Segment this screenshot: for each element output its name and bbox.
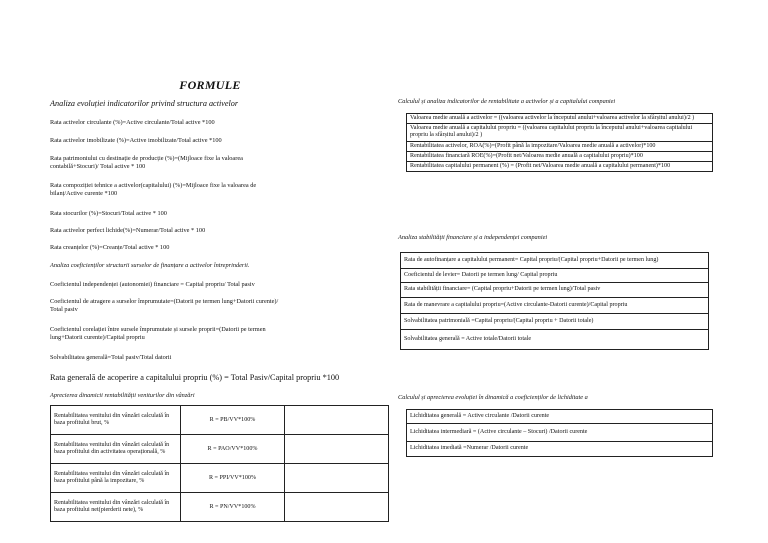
row-formula: R = PB/VV*100% — [181, 406, 285, 435]
profitability-row: Rentabilitatea activelor, ROA(%)=(Profit până la impozitare/Valoarea medie anuală a activelor)*100 — [407, 142, 712, 152]
coefficient-item: Solvabilitatea generală=Total pasiv/Total datorii — [50, 354, 172, 361]
empty-cell — [285, 464, 389, 493]
row-label: Rentabilitatea venitului din vânzări calculată în baza profitului din activitatea operațională, % — [51, 435, 181, 464]
formula-item: Rata activelor imobilizate (%)=Active imobilizate/Total active *100 — [50, 137, 222, 144]
structure-heading: Analiza evoluției indicatorilor privind structura activelor — [50, 99, 239, 108]
row-formula: R = PPI/VV*100% — [181, 464, 285, 493]
profitability-row: Rentabilitatea financiară ROE(%)=(Profit net/Valoarea medie anuală a capitalului propriu)*100 — [407, 152, 712, 162]
dynamics-heading: Aprecierea dinamicii rentabilității veniturilor din vânzări — [50, 392, 195, 399]
stability-box — [400, 252, 709, 350]
stability-row: Solvabilitatea generală = Active totale/Datorii totale — [404, 336, 532, 343]
page-title: FORMULE — [179, 78, 241, 92]
formula-item: Rata compoziției tehnice a activelor(capitalului) (%)=Mijloace fixe la valoarea de bilanț/Active curente *100 — [50, 182, 257, 197]
profitability-row: Valoarea medie anuală a capitalului propriu = ((valoarea capitalului propriu la începutul anului+valoarea capitalului propriu la sfârșitul anului)/2 ) — [407, 124, 712, 141]
empty-cell — [285, 406, 389, 435]
stability-row: Rata de autofinanțare a capitalului permanent= Capital propriu/(Capital propriu+Datorii pe termen lung) — [401, 253, 708, 269]
profitability-heading: Calculul și analiza indicatorilor de rentabilitate a activelor și a capitalului companiei — [398, 98, 616, 105]
dynamics-table — [50, 405, 389, 522]
empty-cell — [285, 435, 389, 464]
row-label: Rentabilitatea venitului din vânzări calculată în baza profitului până la impozitare, % — [51, 464, 181, 493]
stability-row: Rata stabilității financiare= (Capital propriu+Datorii pe termen lung)/Total pasiv — [401, 283, 708, 297]
stability-heading: Analiza stabilității financiare și a independenței companiei — [398, 234, 548, 241]
liquidity-row: Lichiditatea intermediară = (Active circulante – Stocuri) /Datorii curente — [407, 424, 712, 442]
formula-item: Rata activelor perfect lichide(%)=Numerar/Total active * 100 — [50, 227, 206, 234]
formula-item: Rata stocurilor (%)=Stocuri/Total active * 100 — [50, 210, 167, 217]
liquidity-heading: Calculul și aprecierea evoluției în dinamică a coeficienților de lichiditate a — [398, 394, 588, 401]
table-row — [51, 406, 389, 435]
profitability-box — [406, 113, 713, 172]
row-formula: R = PAO/VV*100% — [181, 435, 285, 464]
coefficient-item: Coeficientul corelației între sursele împrumutate și sursele proprii=(Datorii pe termen lung+Datorii curente)/Capital propriu — [50, 326, 266, 341]
profitability-row: Rentabilitatea capitalului permanent (%) = (Profit net/Valoarea medie anuală a capitalului permanent)*100 — [410, 163, 671, 170]
row-label: Rentabilitatea venitului din vânzări calculată în baza profitului brut, % — [51, 406, 181, 435]
formula-item: Rata creanțelor (%)=Creanțe/Total active * 100 — [50, 244, 170, 251]
formula-item: Rata patrimoniului cu destinație de producție (%)=(Mijloace fixe la valoarea contabilă+Stocuri)/ Total active * 100 — [50, 155, 243, 170]
coefficient-item: Coeficientul de atragere a surselor împrumutate=(Datorii pe termen lung+Datorii curente)/ Total pasiv — [50, 298, 279, 313]
coefficient-item: Coeficientul independenței (autonomiei) financiare = Capital propriu/ Total pasiv — [50, 281, 255, 288]
stability-row: Rata de manevrare a capitalului propriu=(Active circulante-Datorii curente)/Capital propriu — [401, 298, 708, 314]
table-row — [51, 493, 389, 522]
row-label: Rentabilitatea venitului din vânzări calculată în baza profitului net(pierderii nete), % — [51, 493, 181, 522]
coverage-rate: Rata generală de acoperire a capitalului propriu (%) = Total Pasiv/Capital propriu *100 — [50, 373, 340, 382]
row-formula: R = PN/VV*100% — [181, 493, 285, 522]
liquidity-row: Lichiditatea generală = Active circulante /Datorii curente — [407, 410, 712, 424]
empty-cell — [285, 493, 389, 522]
liquidity-box — [406, 409, 713, 457]
stability-row: Coeficientul de levier= Datorii pe termen lung/ Capital propriu — [401, 269, 708, 283]
liquidity-row: Lichiditatea imediată =Numerar /Datorii curente — [410, 445, 529, 452]
stability-row: Solvabilitatea patrimonială =Capital propriu/(Capital propriu + Datorii totale) — [401, 314, 708, 330]
profitability-row: Valoarea medie anuală a activelor = ((valoarea activelor la începutul anului+valoarea activelor la sfârșitul anului)/2 ) — [407, 114, 712, 124]
table-row — [51, 464, 389, 493]
table-row — [51, 435, 389, 464]
formula-item: Rata activelor circulante (%)=Active circulante/Total active *100 — [50, 119, 215, 126]
coefficients-subheading: Analiza coeficienților structurii surselor de finanțare a activelor întreprinderii. — [50, 262, 250, 269]
